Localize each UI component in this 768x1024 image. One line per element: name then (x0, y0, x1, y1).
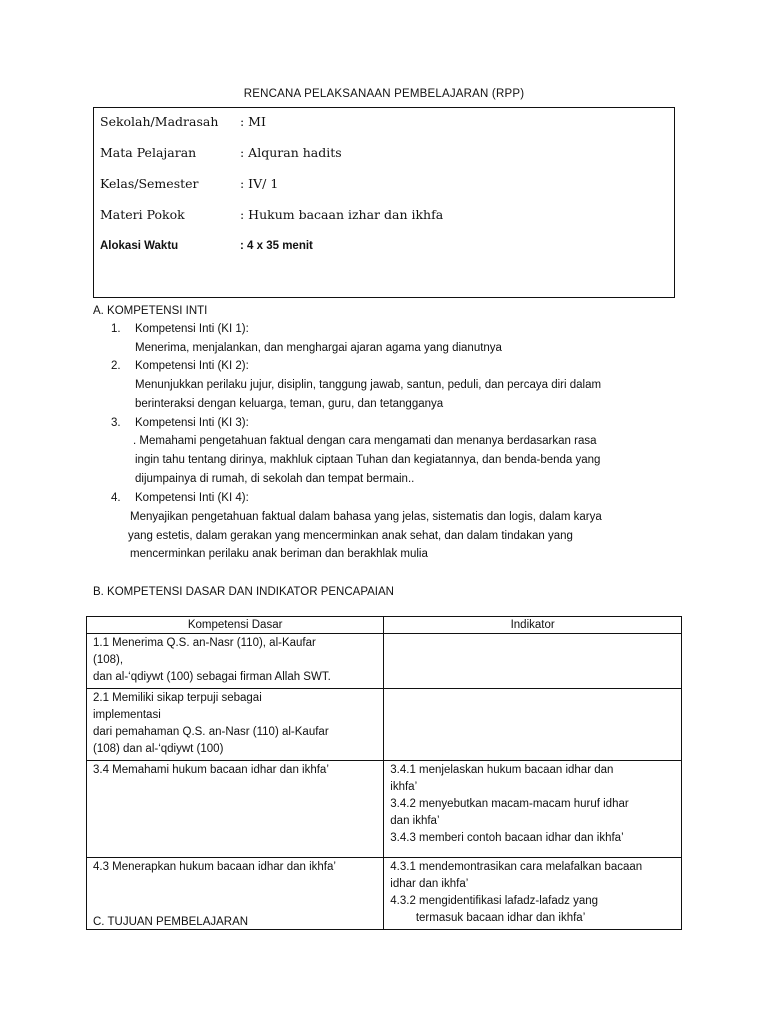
kd-cell (87, 761, 384, 858)
table-row (87, 761, 682, 858)
competency-table (86, 616, 682, 930)
cell-text: 4.3 Menerapkan hukum bacaan idhar dan ikhfa’ (93, 861, 336, 873)
topic-value: : Hukum bacaan izhar dan ikhfa (240, 207, 444, 222)
ki-2-line: Menunjukkan perilaku jujur, disiplin, tanggung jawab, santun, peduli, dan percaya diri dalam (135, 379, 602, 391)
ki-3-title: Kompetensi Inti (KI 3): (135, 417, 249, 429)
subject-value: : Alquran hadits (240, 145, 342, 160)
table-row (87, 634, 682, 689)
cell-text: dan al-‘qdiywt (100) sebagai firman Allah SWT. (93, 671, 331, 683)
subject-label: Mata Pelajaran (100, 145, 197, 160)
cell-text: ikhfa’ (390, 781, 418, 793)
ki-3-line: dijumpainya di rumah, di sekolah dan tempat bermain.. (135, 473, 415, 485)
cell-text: 3.4.2 menyebutkan macam-macam huruf idhar (390, 798, 629, 810)
grade-value: : IV/ 1 (240, 176, 279, 191)
cell-text: 3.4.1 menjelaskan hukum bacaan idhar dan (390, 764, 614, 776)
cell-text: 3.4 Memahami hukum bacaan idhar dan ikhfa’ (93, 764, 329, 776)
section-c-heading: C. TUJUAN PEMBELAJARAN (93, 916, 249, 928)
cell-text: 2.1 Memiliki sikap terpuji sebagai (93, 692, 262, 704)
time-label: Alokasi Waktu (100, 240, 179, 252)
ki-4-line: mencerminkan perilaku anak beriman dan berakhlak mulia (130, 548, 428, 560)
ki-4-line: yang estetis, dalam gerakan yang mencerminkan anak sehat, dan dalam tindakan yang (128, 530, 573, 542)
ki-3-line: . Memahami pengetahuan faktual dengan cara mengamati dan menanya berdasarkan rasa (133, 435, 597, 447)
cell-text: dari pemahaman Q.S. an-Nasr (110) al-Kaufar (93, 726, 329, 738)
time-value: : 4 x 35 menit (240, 240, 313, 252)
table-header-row (87, 617, 682, 634)
grade-label: Kelas/Semester (100, 176, 199, 191)
cell-text: 1.1 Menerima Q.S. an-Nasr (110), al-Kaufar (93, 637, 316, 649)
ki-1-title: Kompetensi Inti (KI 1): (135, 323, 249, 335)
kd-cell (87, 634, 384, 689)
school-label: Sekolah/Madrasah (100, 114, 219, 129)
indicator-cell (384, 689, 682, 761)
ki-4-number: 4. (111, 492, 121, 504)
cell-text: 4.3.2 mengidentifikasi lafadz-lafadz yang (390, 895, 599, 907)
cell-text: implementasi (93, 709, 161, 721)
section-a-heading: A. KOMPETENSI INTI (93, 305, 208, 317)
ki-4-line: Menyajikan pengetahuan faktual dalam bahasa yang jelas, sistematis dan logis, dalam karya (130, 511, 602, 523)
ki-2-title: Kompetensi Inti (KI 2): (135, 360, 249, 372)
ki-2-line: berinteraksi dengan keluarga, teman, guru, dan tetangganya (135, 398, 444, 410)
topic-label: Materi Pokok (100, 207, 185, 222)
cell-text: idhar dan ikhfa’ (390, 878, 469, 890)
column-header-kd: Kompetensi Dasar (87, 617, 384, 634)
ki-2-number: 2. (111, 360, 121, 372)
kd-cell (87, 689, 384, 761)
document-title: RENCANA PELAKSANAAN PEMBELAJARAN (RPP) (243, 88, 525, 100)
cell-text: 4.3.1 mendemontrasikan cara melafalkan bacaan (390, 861, 643, 873)
cell-text: (108), (93, 654, 124, 666)
cell-text: 3.4.3 memberi contoh bacaan idhar dan ikhfa’ (390, 832, 624, 844)
indicator-cell (384, 761, 682, 858)
ki-1-line: Menerima, menjalankan, dan menghargai ajaran agama yang dianutnya (135, 342, 502, 354)
indicator-cell (384, 634, 682, 689)
cell-text: (108) dan al-‘qdiywt (100) (93, 743, 224, 755)
table-row (87, 689, 682, 761)
cell-text: dan ikhfa’ (390, 815, 440, 827)
indicator-cell (384, 858, 682, 930)
identity-box (93, 107, 675, 298)
ki-3-number: 3. (111, 417, 121, 429)
school-value: : MI (240, 114, 266, 129)
ki-4-title: Kompetensi Inti (KI 4): (135, 492, 249, 504)
ki-1-number: 1. (111, 323, 121, 335)
section-b-heading: B. KOMPETENSI DASAR DAN INDIKATOR PENCAPAIAN (93, 586, 394, 598)
column-header-indicator: Indikator (384, 617, 682, 634)
cell-text: termasuk bacaan idhar dan ikhfa’ (390, 912, 586, 924)
ki-3-line: ingin tahu tentang dirinya, makhluk ciptaan Tuhan dan kegiatannya, dan benda-benda yang (135, 454, 601, 466)
